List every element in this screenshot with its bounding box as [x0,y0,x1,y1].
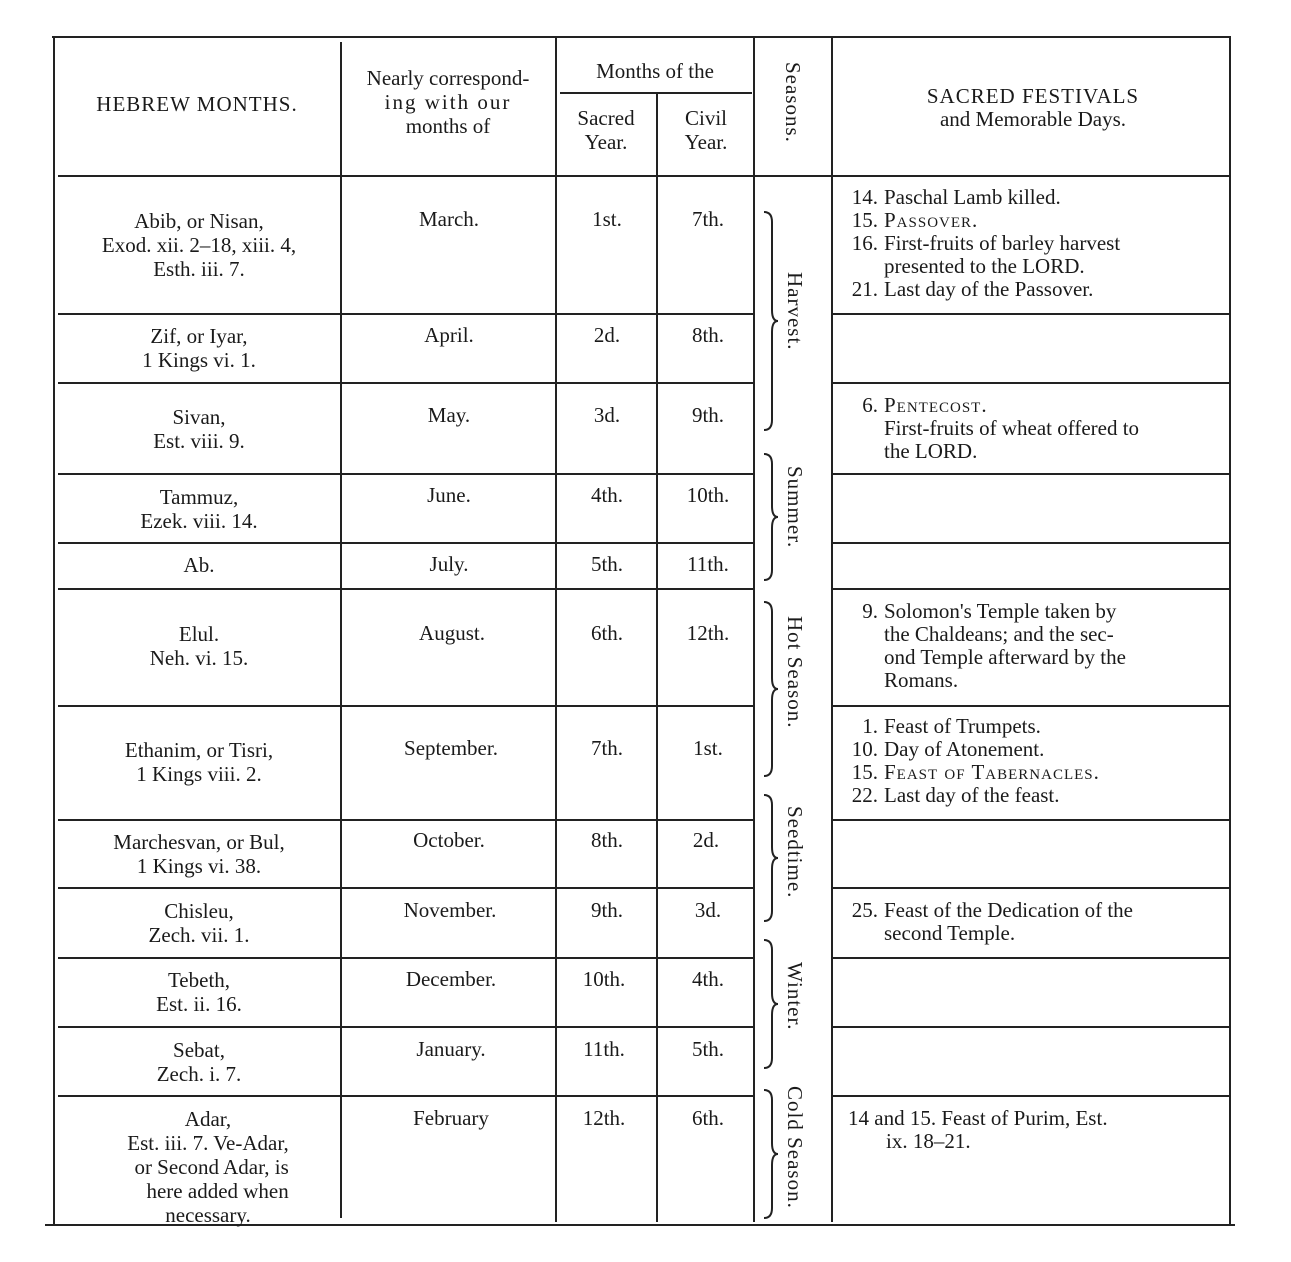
hebrew-month-cell [102,209,296,281]
fest-rule [833,819,1230,821]
sacred-year: 8th. [590,828,624,852]
header-months-of-the: Months of the [596,59,714,83]
our-month: April. [424,323,474,347]
hebrew-line: Chisleu, [164,899,234,923]
our-month: February [413,1106,489,1130]
festival-text: Last day of the feast. [884,783,1060,807]
header-nearly-corresponding [367,66,530,138]
festival-text: ond Temple afterward by the [884,645,1126,669]
season-brace-seedtime [760,793,780,923]
header-line: Year. [584,130,628,154]
civil-year: 1st. [693,736,723,760]
festival-day: 21. [851,277,878,301]
festival-day: 9. [862,599,878,623]
fest-rule [833,887,1230,889]
fest-rule [833,382,1230,384]
sacred-year: 11th. [583,1037,625,1061]
hebrew-line: Marchesvan, or Bul, [113,830,285,854]
hebrew-line: Ethanim, or Tisri, [124,738,274,762]
our-month: December. [405,967,497,991]
civil-year: 3d. [694,898,722,922]
hebrew-month-cell [127,1107,289,1227]
hebrew-line: Sebat, [173,1038,225,1062]
our-month: January. [416,1037,486,1061]
hebrew-line: Est. ii. 16. [156,992,242,1016]
festivals-tisri [838,715,1100,807]
hebrew-month-cell [149,899,250,947]
hebrew-month-cell [156,968,242,1016]
civil-year: 7th. [691,207,725,231]
header-sacred-festivals: SACRED FESTIVALS [926,84,1140,108]
row-rule [58,588,753,590]
row-rule [58,705,753,707]
festival-text: presented to the LORD. [884,254,1085,278]
civil-year: 5th. [691,1037,725,1061]
festival-line [838,669,1126,692]
row-rule [58,382,753,384]
header-line: Year. [684,130,728,154]
fest-rule [833,1095,1230,1097]
season-brace-harvest [760,210,780,432]
our-month: June. [427,483,471,507]
festival-text: Passover. [884,208,979,232]
hebrew-line: Adar, [184,1107,232,1131]
festival-line [838,646,1126,669]
hebrew-line: here added when [146,1179,289,1203]
season-brace-winter [760,938,780,1070]
sacred-year: 6th. [590,621,624,645]
festival-day: 15. [851,208,878,232]
festival-line [838,255,1120,278]
sacred-year: 5th. [590,552,624,576]
hebrew-line: Esth. iii. 7. [153,257,245,281]
row-rule [58,313,753,315]
festival-day: 10. [851,737,878,761]
hebrew-line: Zech. i. 7. [156,1062,242,1086]
row-rule [58,542,753,544]
row-rule [58,1026,753,1028]
season-cold: Cold Season. [783,1086,807,1209]
top-rule [52,36,1230,38]
row-rule [58,819,753,821]
civil-year: 8th. [691,323,725,347]
civil-year: 11th. [687,552,729,576]
row-rule [58,1095,753,1097]
row-rule [58,957,753,959]
civil-year: 12th. [686,621,730,645]
hebrew-line: Sivan, [172,405,226,429]
our-month: July. [429,552,469,576]
festival-line [838,623,1126,646]
sacred-year: 4th. [590,483,624,507]
festival-line [838,394,1139,417]
hebrew-line: 1 Kings vi. 1. [142,348,256,372]
festivals-chisleu [838,899,1133,945]
season-winter: Winter. [783,962,807,1031]
hebrew-line: 1 Kings vi. 38. [136,854,262,878]
hebrew-line: 1 Kings viii. 2. [136,762,262,786]
fest-rule [833,473,1230,475]
fest-rule [833,542,1230,544]
header-sacred-year [577,106,634,154]
our-month: May. [427,403,471,427]
fest-rule [833,313,1230,315]
festival-day: 14. [851,185,878,209]
sacred-year: 3d. [593,403,621,427]
sacred-year: 1st. [592,207,622,231]
festival-line [838,899,1133,922]
festivals-adar [848,1107,1108,1153]
festival-text: Feast of Trumpets. [884,714,1041,738]
hebrew-month-cell [142,324,256,372]
hebrew-line: or Second Adar, is [134,1155,289,1179]
header-line: Civil [684,106,728,130]
festival-text: Feast of the Dedication of the [884,898,1134,922]
season-summer: Summer. [783,466,807,549]
fest-rule [833,705,1230,707]
header-rule [58,175,1230,177]
col-divider [555,36,557,1222]
sacred-year: 9th. [590,898,624,922]
right-border [1229,36,1231,1226]
festival-line [838,600,1126,623]
hebrew-line: Neh. vi. 15. [149,646,249,670]
col-divider [340,42,342,1218]
header-line: Sacred [577,106,635,130]
our-month: September. [404,736,498,760]
festival-day: 6. [862,393,878,417]
hebrew-line: Tammuz, [159,485,239,509]
festival-line [838,784,1100,807]
festival-line [838,761,1100,784]
fest-rule [833,957,1230,959]
festival-day: 22. [851,783,878,807]
festival-text: Solomon's Temple taken by [884,599,1117,623]
hebrew-line: Zech. vii. 1. [148,923,250,947]
festival-text: 14 and 15. Feast of Purim, Est. [848,1106,1108,1130]
hebrew-month-cell [184,553,215,577]
sacred-year: 2d. [593,323,621,347]
row-rule [58,887,753,889]
festival-line [838,440,1139,463]
hebrew-line: Exod. xii. 2–18, xiii. 4, [101,233,297,257]
col-divider [753,36,755,1222]
our-month: August. [419,621,485,645]
header-line: Nearly correspond- [366,66,530,90]
season-brace-summer [760,452,780,582]
season-harvest: Harvest. [783,272,807,351]
festivals-sivan [838,394,1139,463]
festival-line [838,922,1133,945]
festival-line [838,715,1100,738]
festival-line [838,417,1139,440]
hebrew-month-cell [150,622,249,670]
hebrew-line: Est. iii. 7. Ve-Adar, [127,1131,289,1155]
hebrew-line: Elul. [178,622,220,646]
civil-year: 10th. [686,483,730,507]
header-civil-year [685,106,728,154]
civil-year: 6th. [691,1106,725,1130]
fest-rule [833,588,1230,590]
hebrew-line: Est. viii. 9. [153,429,245,453]
festival-text: the Chaldeans; and the sec- [884,622,1114,646]
festival-text: Feast of Tabernacles. [884,760,1100,784]
hebrew-line: Ezek. viii. 14. [140,509,258,533]
header-memorable-days: and Memorable Days. [939,107,1127,131]
hebrew-month-cell [113,830,284,878]
festival-text: Last day of the Passover. [884,277,1094,301]
festival-line [838,186,1120,209]
season-brace-hot [760,600,780,778]
hebrew-line: Zif, or Iyar, [150,324,248,348]
civil-year: 9th. [691,403,725,427]
our-month: November. [403,898,497,922]
festival-line [838,278,1120,301]
our-month: October. [413,828,485,852]
festival-day: 15. [851,760,878,784]
season-seedtime: Seedtime. [783,806,807,899]
season-brace-cold [760,1088,780,1220]
sacred-year: 7th. [590,736,624,760]
col-divider [656,94,658,1222]
festival-text: ix. 18–21. [886,1129,971,1153]
civil-year: 2d. [692,828,720,852]
festival-text: First-fruits of barley harvest [884,231,1121,255]
sacred-year: 10th. [582,967,626,991]
festival-text: Day of Atonement. [884,737,1045,761]
hebrew-line: Ab. [183,553,215,577]
festival-text: First-fruits of wheat offered to [884,416,1140,440]
header-line: months of [405,114,491,138]
festival-text: Paschal Lamb killed. [884,185,1061,209]
festival-line [838,232,1120,255]
hebrew-line: necessary. [165,1203,251,1227]
our-month: March. [418,207,480,231]
festival-day: 25. [851,898,878,922]
hebrew-month-cell [140,485,257,533]
festivals-elul [838,600,1126,692]
header-line: ing with our [384,90,512,114]
hebrew-month-cell [153,405,245,453]
festival-line [838,738,1100,761]
header-hebrew-months: HEBREW MONTHS. [96,92,298,116]
festival-text: the LORD. [884,439,978,463]
festivals-nisan [838,186,1120,301]
festival-line [838,209,1120,232]
sacred-year: 12th. [582,1106,626,1130]
hebrew-line: Tebeth, [167,968,231,992]
hebrew-month-cell [125,738,273,786]
hebrew-month-cell [157,1038,242,1086]
left-border [53,36,55,1226]
row-rule [58,473,753,475]
festival-text: second Temple. [884,921,1016,945]
civil-year: 4th. [691,967,725,991]
festival-day: 1. [862,714,878,738]
col-divider [831,36,833,1222]
fest-rule [833,1026,1230,1028]
festival-text: Romans. [884,668,959,692]
festival-text: Pentecost. [884,393,988,417]
hebrew-line: Abib, or Nisan, [134,209,264,233]
header-seasons: Seasons. [781,62,805,143]
season-hot: Hot Season. [783,616,807,729]
festival-day: 16. [851,231,878,255]
